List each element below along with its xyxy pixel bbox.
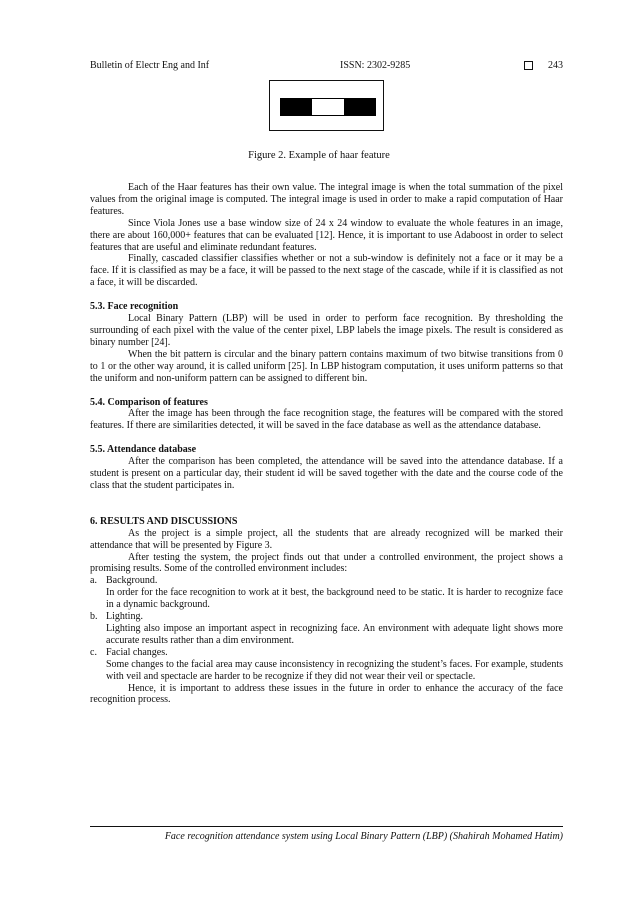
list-item (90, 575, 563, 611)
figure-caption: Figure 2. Example of haar feature (248, 150, 390, 161)
body-text (90, 182, 563, 706)
haar-feature-pattern (280, 98, 376, 116)
footer-divider (90, 826, 563, 827)
journal-name: Bulletin of Electr Eng and Inf (90, 60, 210, 71)
running-footer: Face recognition attendance system using Local Binary Pattern (LBP) (Shahirah Mohamed Hatim) (164, 831, 563, 842)
haar-feature-figure (269, 80, 384, 131)
paragraph: After testing the system, the project finds out that under a controlled environment, the project shows a promising results. Some of the controlled environment includes: (90, 551, 563, 575)
list-marker: a. (90, 575, 97, 587)
list-item-text: Lighting also impose an important aspect in recognizing face. An environment with adequate light shows more accurate results rather than a dim environment. (106, 623, 563, 646)
paragraph: Local Binary Pattern (LBP) will be used in order to perform face recognition. By thresholding the surrounding of each pixel with the value of the center pixel, LBP labels the image pixels. The result is considered as binary number [24]. (90, 313, 563, 348)
list-item (90, 647, 563, 683)
paragraph: As the project is a simple project, all the students that are already recognized will be marked their attendance that will be presented by Figure 3. (90, 527, 563, 551)
paragraph: Each of the Haar features has their own value. The integral image is when the total summation of the pixel values from the original image is computed. The integral image is used in order to make a rapid computation of Haar features. (90, 182, 563, 217)
paragraph: Finally, cascaded classifier classifies whether or not a sub-window is definitely not a face or it may be a face. If it is classified as may be a face, it will be passed to the next stage of the cascade, while if it is classified as not a face, it will be discarded. (90, 253, 563, 289)
list-marker: b. (90, 611, 98, 623)
paragraph: Since Viola Jones use a base window size of 24 x 24 window to evaluate the whole features in an image, there are about 160,000+ features that can be evaluated [12]. Hence, it is important to use Adaboost in order to select features that are useful and eliminate redundant features. (90, 217, 563, 253)
section-heading-5-4: 5.4. Comparison of features (90, 396, 208, 408)
list-item-title: Facial changes. (106, 646, 168, 658)
list-item-title: Background. (106, 575, 158, 587)
paragraph: After the comparison has been completed, the attendance will be saved into the attendance database. If a student is present on a particular day, their student id will be saved together with the date and the course code of the class that the student participates in. (90, 456, 563, 491)
issn: ISSN: 2302-9285 (340, 60, 411, 71)
paragraph: Hence, it is important to address these issues in the future in order to enhance the accuracy of the face recognition process. (90, 682, 563, 706)
section-heading-5-3: 5.3. Face recognition (90, 301, 179, 313)
page-number: 243 (548, 60, 563, 71)
list-item-text: In order for the face recognition to work at it best, the background need to be static. It is harder to recognize face in a dynamic background. (106, 587, 563, 611)
list-item-title: Lighting. (106, 611, 143, 623)
section-heading-5-5: 5.5. Attendance database (90, 444, 197, 456)
haar-white-region (312, 98, 344, 116)
square-bullet-icon (524, 61, 533, 70)
list-item (90, 611, 563, 647)
haar-black-region-right (344, 98, 376, 116)
paragraph: After the image has been through the face recognition stage, the features will be compared with the stored features. If there are similarities detected, it will be saved in the face database as well as the attendance database. (90, 408, 563, 432)
haar-black-region-left (280, 98, 312, 116)
paragraph: When the bit pattern is circular and the binary pattern contains maximum of two bitwise transitions from 0 to 1 or the other way around, it is called uniform [25]. In LBP histogram computation, it uses uniform patterns so that the uniform and non-uniform pattern can be assigned to different bin. (90, 348, 563, 384)
list-item-text: Some changes to the facial area may cause inconsistency in recognizing the student’s faces. For example, students with veil and spectacle are harder to be recognize if they did not wear their veil or spectacle. (106, 658, 563, 682)
running-header (90, 60, 563, 74)
list-marker: c. (90, 646, 97, 658)
section-heading-6: 6. RESULTS AND DISCUSSIONS (90, 515, 238, 527)
